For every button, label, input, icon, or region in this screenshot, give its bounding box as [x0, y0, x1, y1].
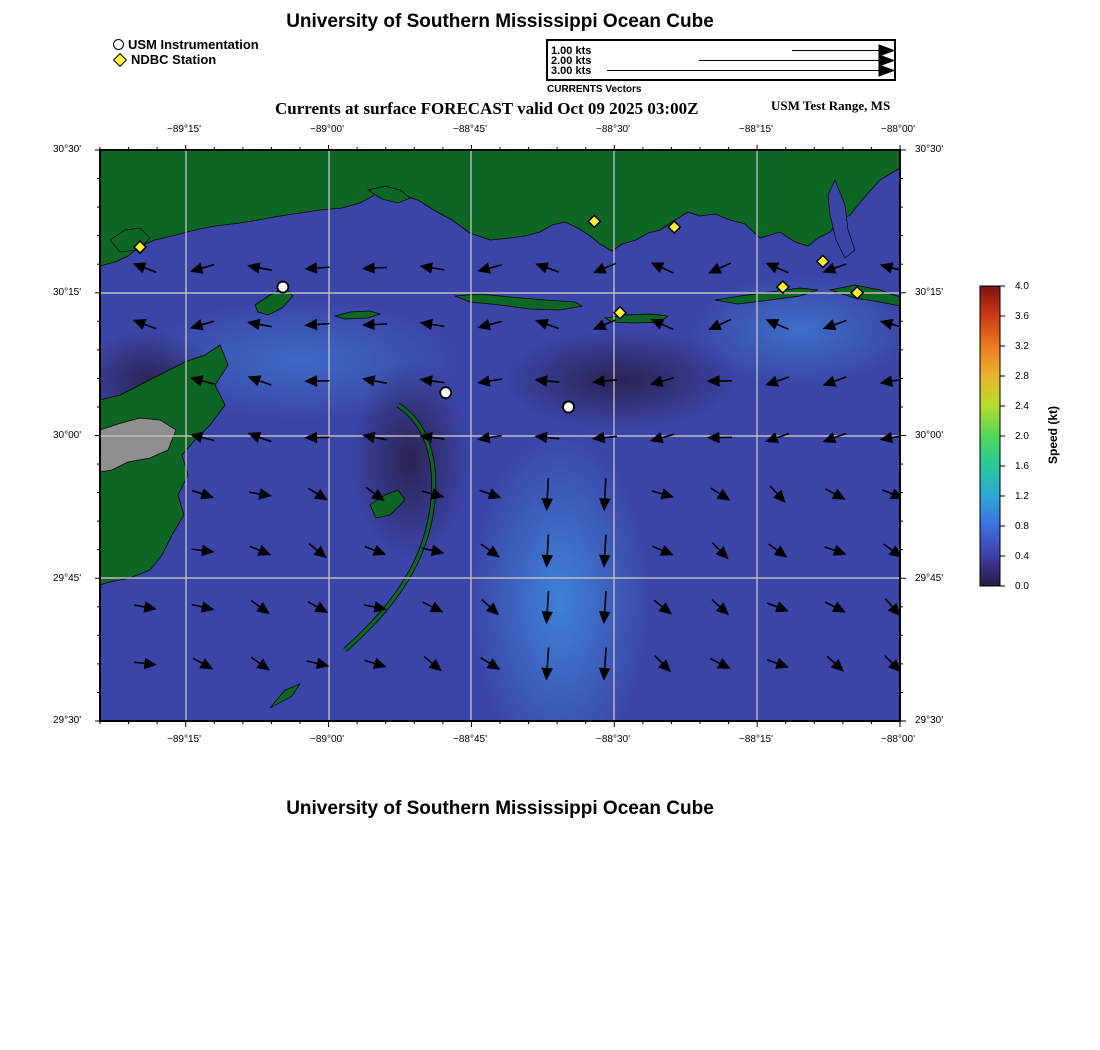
vector-key — [546, 39, 896, 81]
vector-key-arrowhead-3 — [879, 65, 894, 76]
lat-tick-right-2: 30°15' — [915, 287, 944, 298]
colorbar-tick-7: 1.2 — [1015, 491, 1029, 502]
colorbar-label: Speed (kt) — [1046, 406, 1060, 465]
vector-key-label-3: 3.00 kts — [551, 65, 592, 77]
lat-tick-right-4: 29°45' — [915, 573, 944, 584]
legend-ndbc-label: NDBC Station — [131, 52, 217, 67]
lat-tick-right-3: 30°00' — [915, 430, 944, 441]
colorbar-ramp — [980, 286, 1000, 586]
vector-key-arrowhead-2 — [879, 55, 894, 66]
lon-tick-bottom-2: −89°00' — [310, 734, 344, 745]
colorbar-tick-5: 2.0 — [1015, 431, 1029, 442]
usm-instrument-marker — [440, 387, 451, 398]
colorbar-tick-10: 0.0 — [1015, 581, 1029, 592]
usm-instrument-marker — [563, 401, 574, 412]
lon-tick-bottom-1: −89°15' — [167, 734, 201, 745]
speed-colorbar — [975, 282, 1005, 592]
vector-key-arrows — [548, 41, 894, 79]
current-speed-map — [95, 145, 907, 727]
colorbar-tick-4: 2.4 — [1015, 401, 1029, 412]
lon-tick-top-2: −89°00' — [310, 124, 344, 135]
vector-key-label-1: 1.00 kts — [551, 45, 592, 57]
bottom-title: University of Southern Mississippi Ocean Cube — [286, 798, 714, 819]
vector-key-label-2: 2.00 kts — [551, 55, 592, 67]
lon-tick-top-4: −88°30' — [596, 124, 630, 135]
legend-usm-label: USM Instrumentation — [128, 37, 259, 52]
lon-tick-bottom-3: −88°45' — [453, 734, 487, 745]
lon-tick-bottom-4: −88°30' — [596, 734, 630, 745]
colorbar-tick-2: 3.2 — [1015, 341, 1029, 352]
lat-tick-left-1: 30°30' — [53, 144, 82, 155]
colorbar-tick-8: 0.8 — [1015, 521, 1029, 532]
vector-key-caption: CURRENTS Vectors — [547, 84, 642, 95]
lat-tick-left-2: 30°15' — [53, 287, 82, 298]
usm-circle-icon — [113, 39, 124, 50]
map-region: USM Test Range, MS — [771, 98, 891, 113]
colorbar-tick-0: 4.0 — [1015, 281, 1029, 292]
lon-tick-top-3: −88°45' — [453, 124, 487, 135]
lon-tick-bottom-5: −88°15' — [739, 734, 773, 745]
page-title: University of Southern Mississippi Ocean Cube — [286, 11, 714, 32]
lat-tick-right-1: 30°30' — [915, 144, 944, 155]
lat-tick-left-3: 30°00' — [53, 430, 82, 441]
lat-tick-left-5: 29°30' — [53, 715, 82, 726]
ndbc-diamond-icon — [113, 52, 127, 66]
lon-tick-bottom-6: −88°00' — [881, 734, 915, 745]
lon-tick-top-1: −89°15' — [167, 124, 201, 135]
colorbar-tick-marks — [1000, 286, 1005, 586]
map-subtitle: Currents at surface FORECAST valid Oct 09 2025 03:00Z — [275, 99, 699, 118]
colorbar-tick-6: 1.6 — [1015, 461, 1029, 472]
colorbar-tick-1: 3.6 — [1015, 311, 1029, 322]
lat-tick-right-5: 29°30' — [915, 715, 944, 726]
vector-key-arrowhead-1 — [879, 45, 894, 56]
legend-usm — [113, 37, 259, 52]
colorbar-tick-9: 0.4 — [1015, 551, 1029, 562]
usm-instrument-marker — [277, 282, 288, 293]
lon-tick-top-6: −88°00' — [881, 124, 915, 135]
lat-tick-left-4: 29°45' — [53, 573, 82, 584]
colorbar-tick-3: 2.8 — [1015, 371, 1029, 382]
slow-current-zone-2 — [350, 360, 470, 560]
lon-tick-top-5: −88°15' — [739, 124, 773, 135]
legend-ndbc — [113, 52, 216, 67]
